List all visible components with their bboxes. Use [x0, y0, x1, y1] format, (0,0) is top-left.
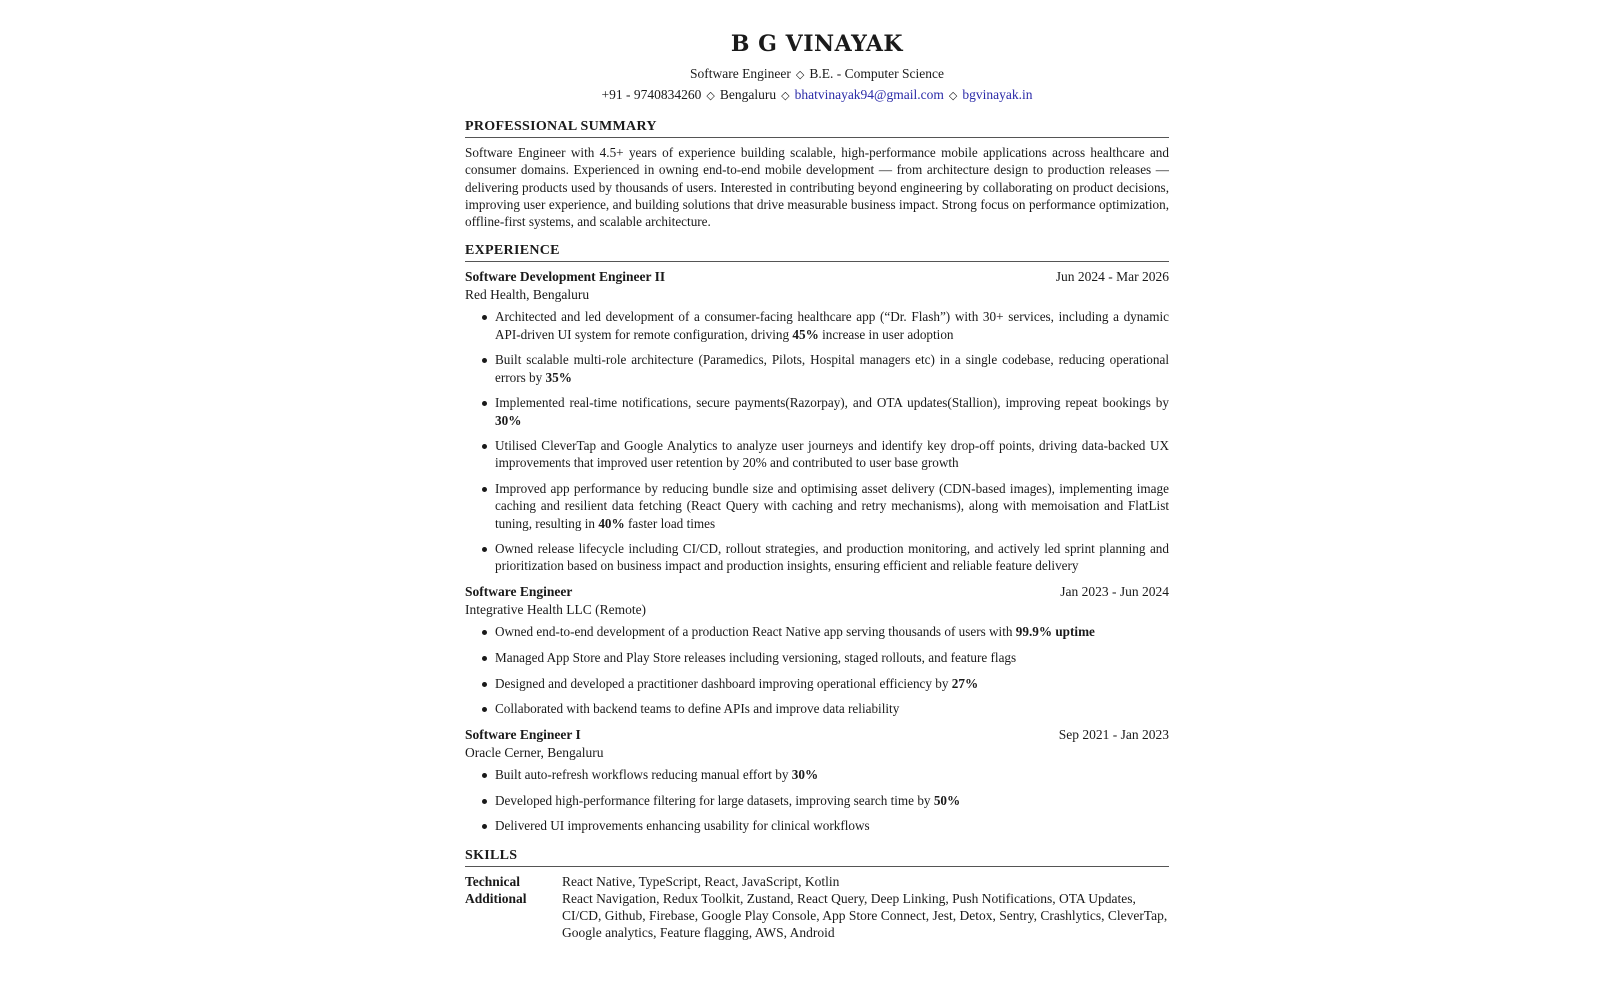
job-entry	[465, 268, 1169, 574]
bullet-text: Collaborated with backend teams to define APIs and improve data reliability	[495, 701, 900, 717]
bullet-item	[495, 675, 1169, 692]
job-dates: Jun 2024 - Mar 2026	[1055, 269, 1169, 285]
section-heading-skills: SKILLS	[465, 847, 1169, 867]
job-company: Oracle Cerner, Bengaluru	[465, 744, 604, 760]
summary-section	[465, 118, 1169, 230]
job-title: Software Engineer I	[465, 726, 581, 742]
job-headline: Software Engineer	[690, 66, 791, 81]
website-link[interactable]: bgvinayak.in	[962, 87, 1033, 102]
candidate-name: B G VINAYAK	[730, 31, 904, 57]
bullet-item	[495, 623, 1169, 640]
job-company: Integrative Health LLC (Remote)	[465, 602, 647, 618]
separator-diamond: ◇	[706, 90, 715, 102]
section-heading-summary: PROFESSIONAL SUMMARY	[465, 118, 1169, 138]
bullet-metric: 50%	[933, 792, 961, 808]
job-company: Red Health, Bengaluru	[465, 287, 590, 303]
bullet-item	[495, 480, 1169, 532]
separator-diamond: ◇	[948, 90, 958, 102]
job-bullets	[465, 623, 1169, 717]
job-list	[465, 268, 1169, 834]
bullet-metric: 30%	[791, 766, 819, 782]
email-link[interactable]: bhatvinayak94@gmail.com	[794, 87, 944, 102]
bullet-text-tail: faster load times	[624, 515, 716, 531]
bullet-metric: 45%	[792, 326, 819, 342]
summary-text: Software Engineer with 4.5+ years of experience building scalable, high-performance mobile applications across healthcare and consumer domains. Experienced in owning end-to-end mobile development — from architecture design to production releases — delivering products used by thousands of users. Interested in contributing beyond engineering by collaborating on product decisions, improving user experience, and building solutions that drive measurable business impact. Strong focus on performance optimization, offline-first systems, and scalable architecture.	[465, 145, 1169, 230]
bullet-item	[495, 649, 1169, 666]
headline	[465, 64, 1169, 85]
job-entry	[465, 583, 1169, 717]
bullet-item	[495, 540, 1169, 574]
job-bullets	[465, 308, 1169, 574]
bullet-item	[495, 700, 1169, 717]
bullet-text-tail: increase in user adoption	[818, 326, 954, 342]
bullet-text: Improved app performance by reducing bundle size and optimising asset delivery (CDN-based images), implementing image caching and resilient data fetching (React Query with caching and retry mechanisms), along with memoisation and FlatList tuning, resulting in	[495, 481, 1169, 531]
separator-diamond: ◇	[781, 90, 790, 102]
bullet-text: Owned release lifecycle including CI/CD, rollout strategies, and production monitoring, and actively led sprint planning and prioritization based on business impact and production insights, ensuring efficient and reliable feature delivery	[495, 541, 1169, 574]
bullet-text: Delivered UI improvements enhancing usability for clinical workflows	[495, 818, 870, 834]
job-bullets	[465, 766, 1169, 835]
job-header	[465, 726, 1169, 744]
bullet-item	[495, 792, 1169, 809]
bullet-item	[495, 766, 1169, 783]
bullet-text: Developed high-performance filtering for large datasets, improving search time by	[495, 792, 934, 808]
job-dates: Sep 2021 - Jan 2023	[1058, 726, 1169, 742]
bullet-metric: 30%	[495, 412, 522, 428]
location: Bengaluru	[719, 87, 777, 102]
bullet-text: Built auto-refresh workflows reducing manual effort by	[495, 766, 792, 782]
bullet-item	[495, 394, 1169, 428]
job-header	[465, 583, 1169, 601]
skills-section	[465, 847, 1169, 942]
section-heading-experience: EXPERIENCE	[465, 242, 1169, 262]
phone-number: +91 - 9740834260	[601, 87, 702, 102]
bullet-metric: 99.9% uptime	[1015, 624, 1095, 640]
bullet-item	[495, 351, 1169, 385]
bullet-metric: 35%	[545, 369, 572, 385]
bullet-text: Utilised CleverTap and Google Analytics to analyze user journeys and identify key drop-off points, driving data-backed UX improvements that improved user retention by 20% and contributed to user base growth	[495, 438, 1169, 471]
bullet-item	[495, 308, 1169, 342]
bullet-metric: 27%	[951, 675, 979, 691]
resume-header	[465, 0, 1169, 106]
skill-values: React Native, TypeScript, React, JavaScript, Kotlin	[562, 873, 840, 889]
bullet-item	[495, 817, 1169, 834]
separator-diamond: ◇	[795, 69, 805, 81]
skill-values: React Navigation, Redux Toolkit, Zustand, React Query, Deep Linking, Push Notifications, OTA Updates, CI/CD, Github, Firebase, Google Play Console, App Store Connect, Jest, Detox, Sentry, Crashlytics, CleverTap, Google analytics, Feature flagging, AWS, Android	[562, 890, 1168, 941]
bullet-text: Designed and developed a practitioner dashboard improving operational efficiency by	[495, 675, 952, 691]
contact-line	[465, 85, 1169, 106]
experience-section	[465, 242, 1169, 834]
job-title: Software Development Engineer II	[465, 269, 666, 285]
resume-page	[465, 0, 1169, 941]
bullet-text: Built scalable multi-role architecture (Paramedics, Pilots, Hospital managers etc) in a single codebase, reducing operational errors by	[495, 352, 1169, 385]
skill-label: Additional	[465, 890, 527, 906]
skills-table	[465, 873, 1169, 942]
job-dates: Jan 2023 - Jun 2024	[1060, 584, 1169, 600]
bullet-text: Managed App Store and Play Store releases including versioning, staged rollouts, and feature flags	[495, 649, 1017, 665]
skill-label: Technical	[465, 873, 521, 889]
degree: B.E. - Computer Science	[809, 66, 944, 81]
bullet-text: Architected and led development of a consumer-facing healthcare app (“Dr. Flash”) with 30+ services, including a dynamic API-driven UI system for remote configuration, driving	[495, 309, 1169, 342]
bullet-item	[495, 437, 1169, 471]
job-header	[465, 268, 1169, 286]
bullet-text: Owned end-to-end development of a production React Native app serving thousands of users with	[495, 624, 1016, 640]
bullet-text: Implemented real-time notifications, secure payments(Razorpay), and OTA updates(Stallion), improving repeat bookings by	[495, 395, 1169, 411]
job-entry	[465, 726, 1169, 835]
bullet-metric: 40%	[598, 515, 625, 531]
job-title: Software Engineer	[465, 584, 573, 600]
